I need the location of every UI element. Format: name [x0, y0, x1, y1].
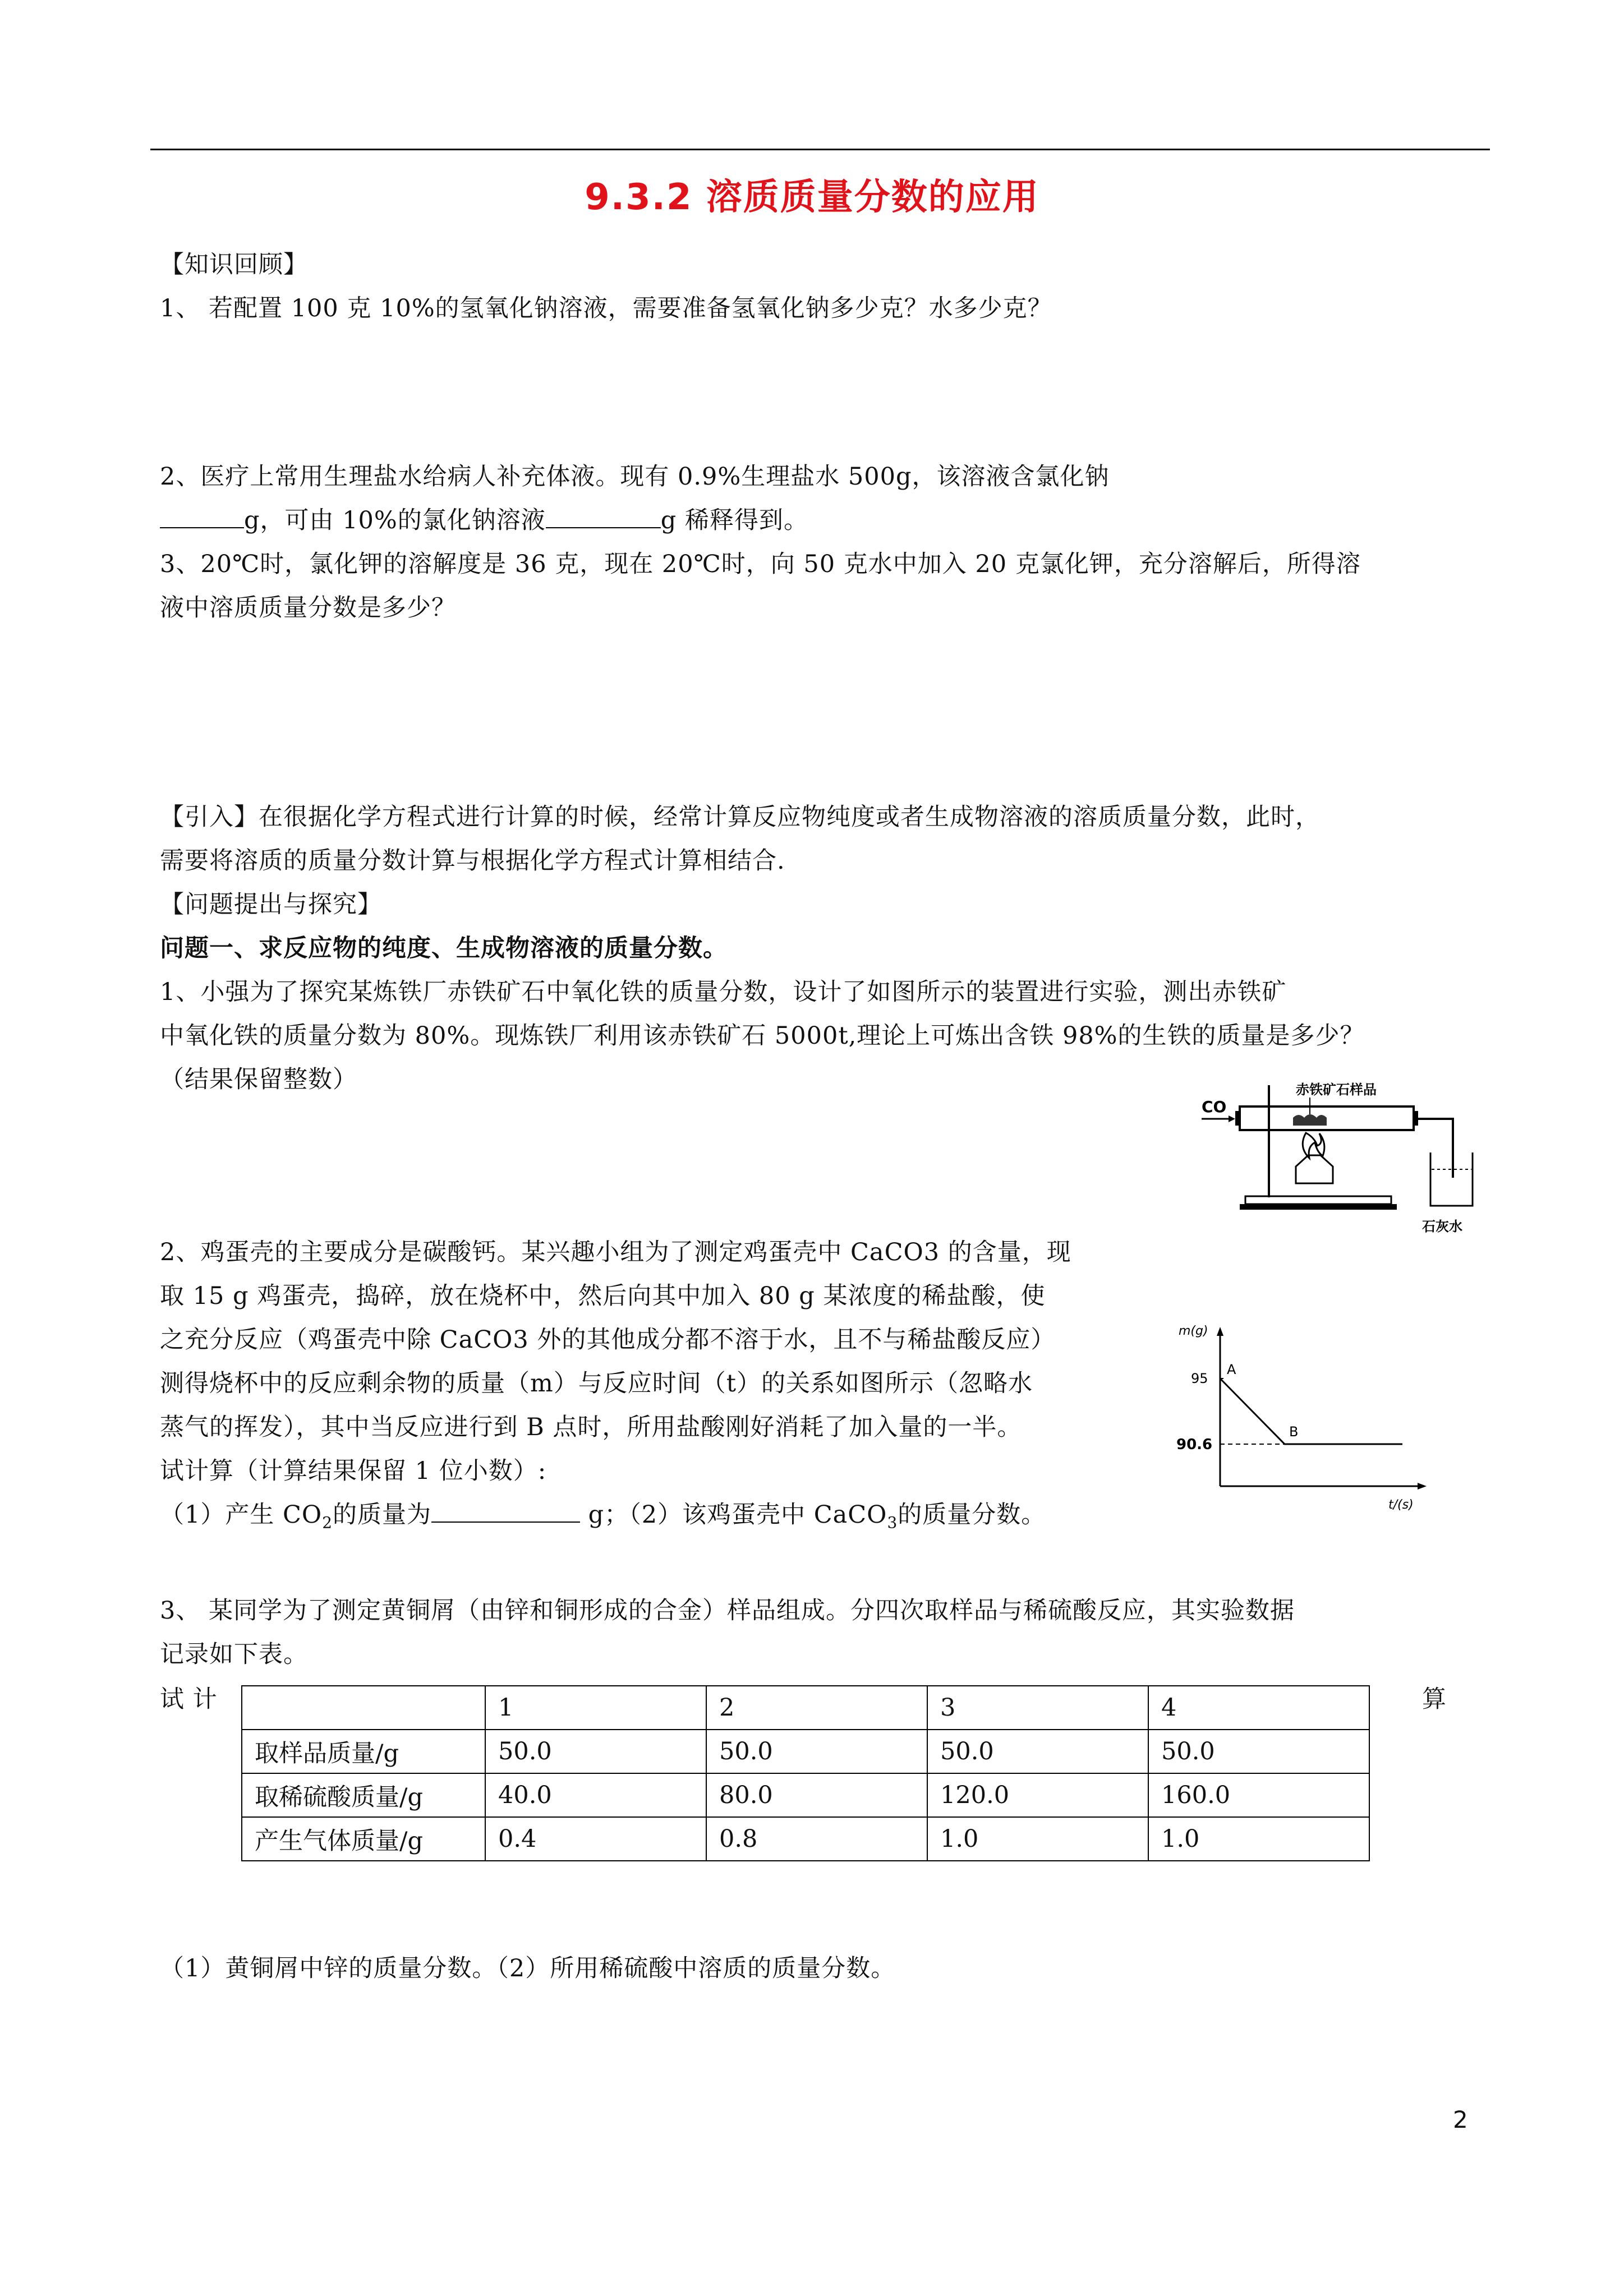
- table-header-row: [242, 1686, 1369, 1730]
- problem-3-line-1: 3、 某同学为了测定黄铜屑（由锌和铜形成的合金）样品组成。分四次取样品与稀硫酸反应，其实验数据: [160, 1597, 1295, 1625]
- problem-1-line-1: 1、小强为了探究某炼铁厂赤铁矿石中氧化铁的质量分数，设计了如图所示的装置进行实验，测出赤铁矿: [160, 978, 1287, 1006]
- table-cell: 50.0: [1148, 1730, 1369, 1773]
- review-question-2-line1: 2、医疗上常用生理盐水给病人补充体液。现有 0.9%生理盐水 500g，该溶液含氯化钠: [160, 463, 1110, 491]
- table-row: [242, 1817, 1369, 1861]
- table-cell: 0.4: [485, 1817, 706, 1861]
- table-cell: 1.0: [927, 1817, 1148, 1861]
- review-question-2-line2: g，可由 10%的氯化钠溶液 g 稀释得到。: [160, 498, 808, 543]
- review-question-1: 1、 若配置 100 克 10%的氢氧化钠溶液，需要准备氢氧化钠多少克？水多少克？: [160, 294, 1052, 322]
- table-cell: 取样品质量/g: [242, 1730, 485, 1773]
- table-cell: 取稀硫酸质量/g: [242, 1773, 485, 1817]
- y-tick-label: 90.6: [1176, 1436, 1213, 1453]
- limewater-label: 石灰水: [1422, 1219, 1462, 1234]
- problem-3-right-text: 算: [1422, 1685, 1447, 1713]
- problem-1-heading: 问题一、求反应物的纯度、生成物溶液的质量分数。: [160, 934, 728, 962]
- table-cell: 50.0: [706, 1730, 927, 1773]
- table-cell: 160.0: [1148, 1773, 1369, 1817]
- review-question-3-line1: 3、20℃时，氯化钾的溶解度是 36 克，现在 20℃时，向 50 克水中加入 20 克氯化钾，充分溶解后，所得溶: [160, 550, 1361, 578]
- intro-line-2: 需要将溶质的质量分数计算与根据化学方程式计算相结合.: [160, 847, 785, 875]
- problem-2-line-4: 测得烧杯中的反应剩余物的质量（m）与反应时间（t）的关系如图所示（忽略水: [160, 1370, 1033, 1398]
- point-label-a: A: [1227, 1362, 1236, 1377]
- table-cell: 0.8: [706, 1817, 927, 1861]
- review-question-3-line2: 液中溶质质量分数是多少？: [160, 594, 456, 622]
- problem-2-line-1: 2、鸡蛋壳的主要成分是碳酸钙。某兴趣小组为了测定鸡蛋壳中 CaCO3 的含量，现: [160, 1238, 1071, 1266]
- table-cell: 40.0: [485, 1773, 706, 1817]
- problem-1-line-3: （结果保留整数）: [160, 1066, 357, 1094]
- sample-label: 赤铁矿石样品: [1296, 1082, 1377, 1098]
- table-header-cell: 3: [927, 1686, 1148, 1730]
- point-label-b: B: [1289, 1424, 1299, 1440]
- table-cell: 1.0: [1148, 1817, 1369, 1861]
- x-axis-label: t/(s): [1388, 1498, 1414, 1512]
- table-header-cell: 1: [485, 1686, 706, 1730]
- table-cell: 80.0: [706, 1773, 927, 1817]
- problem-2-line-5: 蒸气的挥发），其中当反应进行到 B 点时，所用盐酸刚好消耗了加入量的一半。: [160, 1413, 1022, 1441]
- series-line: [1220, 1378, 1402, 1444]
- experiment-data-table: [241, 1685, 1370, 1861]
- table-cell: 产生气体质量/g: [242, 1817, 485, 1861]
- table-cell: 50.0: [485, 1730, 706, 1773]
- table-row: [242, 1773, 1369, 1817]
- table-row: [242, 1730, 1369, 1773]
- explore-heading: 【问题提出与探究】: [160, 891, 382, 919]
- table-header-cell: 4: [1148, 1686, 1369, 1730]
- table-header-cell: 2: [706, 1686, 927, 1730]
- answer-blank[interactable]: [546, 507, 661, 528]
- page-title: 9.3.2 溶质质量分数的应用: [585, 177, 1039, 218]
- problem-2-line-6: 试计算（计算结果保留 1 位小数）:: [160, 1457, 547, 1485]
- problem-1-line-2: 中氧化铁的质量分数为 80%。现炼铁厂利用该赤铁矿石 5000t,理论上可炼出含铁 98%的生铁的质量是多少？: [160, 1022, 1365, 1050]
- page-number: 2: [1453, 2106, 1468, 2133]
- table-cell: 120.0: [927, 1773, 1148, 1817]
- y-axis-label: m(g): [1179, 1324, 1208, 1338]
- intro-line-1: 【引入】在很据化学方程式进行计算的时候，经常计算反应物纯度或者生成物溶液的溶质质量分数，此时，: [160, 803, 1320, 831]
- problem-2-line-2: 取 15 g 鸡蛋壳，捣碎，放在烧杯中，然后向其中加入 80 g 某浓度的稀盐酸，使: [160, 1282, 1046, 1310]
- header-rule: [150, 149, 1490, 150]
- y-tick-label: 95: [1191, 1371, 1208, 1386]
- problem-3-left-text: 试 计: [160, 1685, 218, 1713]
- review-heading: 【知识回顾】: [160, 251, 308, 279]
- co-label: CO: [1202, 1098, 1227, 1116]
- answer-blank[interactable]: [431, 1501, 580, 1523]
- mass-time-chart: [1175, 1324, 1433, 1525]
- problem-2-line-3: 之充分反应（鸡蛋壳中除 CaCO3 外的其他成分都不溶于水，且不与稀盐酸反应）: [160, 1326, 1056, 1354]
- problem-3-question: （1）黄铜屑中锌的质量分数。（2）所用稀硫酸中溶质的质量分数。: [160, 1954, 896, 1983]
- problem-2-questions: （1）产生 $CO_2$的质量为 g；（2）该鸡蛋壳中 CaCO$_3$的质量分数。: [160, 1501, 1046, 1532]
- table-cell: 50.0: [927, 1730, 1148, 1773]
- table-header-cell: [242, 1686, 485, 1730]
- answer-blank[interactable]: [160, 507, 244, 528]
- problem-3-line-2: 记录如下表。: [160, 1640, 308, 1668]
- apparatus-figure: [1189, 1063, 1481, 1237]
